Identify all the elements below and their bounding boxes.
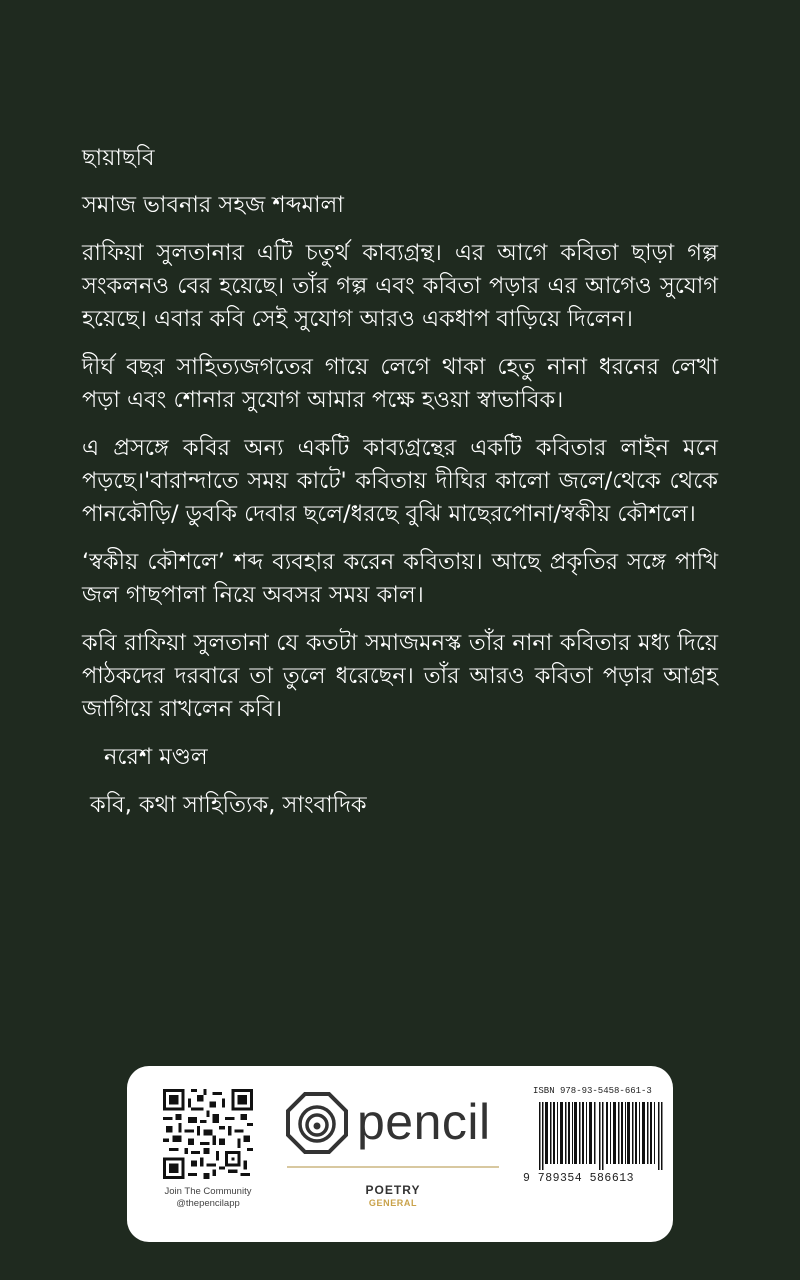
logo-divider	[287, 1166, 499, 1168]
book-subtitle: সমাজ ভাবনার সহজ শব্দমালা	[82, 192, 344, 218]
blurb-paragraph-4: ‘স্বকীয় কৌশলে’ শব্দ ব্যবহার করেন কবিতায়। আছে প্রকৃতির সঙ্গে পাখি জল গাছপালা নিয়ে অবসর সময় কাল।	[82, 549, 718, 608]
genre-label: POETRY	[365, 1183, 421, 1197]
isbn-label: ISBN 978-93-5458-661-3	[533, 1086, 652, 1096]
qr-caption-line-1: Join The Community	[164, 1186, 252, 1197]
blurb-paragraph-1: রাফিয়া সুলতানার এটি চতুর্থ কাব্যগ্রন্থ। এর আগে কবিতা ছাড়া গল্প সংকলনও বের হয়েছে। তাঁর গল্প এবং কবিতা পড়ার এর আগেও সুযোগ হয়েছে। এবার কবি সেই সুযোগ আরও একধাপ বাড়িয়ে দিলেন।	[82, 240, 718, 332]
barcode-digits: 9 789354 586613	[523, 1172, 635, 1185]
blurb-text-block	[82, 140, 718, 837]
author-credentials: কবি, কথা সাহিত্যিক, সাংবাদিক	[90, 792, 367, 818]
qr-code[interactable]	[163, 1089, 253, 1179]
blurb-paragraph-2: দীর্ঘ বছর সাহিত্যজগতের গায়ে লেগে থাকা হেতু নানা ধরনের লেখা পড়া এবং শোনার সুযোগ আমার পক্ষে হওয়া স্বাভাবিক।	[82, 354, 718, 413]
pencil-logo-icon	[285, 1091, 349, 1155]
book-title: ছায়াছবি	[82, 145, 155, 171]
blurb-paragraph-5: কবি রাফিয়া সুলতানা যে কতটা সমাজমনস্ক তাঁর নানা কবিতার মধ্য দিয়ে পাঠকদের দরবারে তা তুলে ধরেছেন। তাঁর আরও কবিতা পড়ার আগ্রহ জাগিয়ে রাখলেন কবি।	[82, 630, 718, 722]
publisher-card	[127, 1066, 673, 1242]
blurb-author: নরেশ মণ্ডল	[104, 744, 208, 770]
isbn-barcode	[539, 1102, 663, 1170]
blurb-paragraph-3: এ প্রসঙ্গে কবির অন্য একটি কাব্যগ্রন্থের একটি কবিতার লাইন মনে পড়ছে।'বারান্দাতে সময় কাটে' কবিতায় দীঘির কালো জলে/থেকে থেকে পানকৌড়ি/ ডুবকি দেবার ছলে/ধরছে বুঝি মাছেরপোনা/স্বকীয় কৌশলে।	[82, 435, 718, 527]
subgenre-label: GENERAL	[368, 1198, 418, 1208]
brand-name: pencil	[357, 1094, 491, 1150]
qr-caption	[141, 1186, 275, 1210]
qr-caption-line-2: @thepencilapp	[176, 1198, 240, 1209]
